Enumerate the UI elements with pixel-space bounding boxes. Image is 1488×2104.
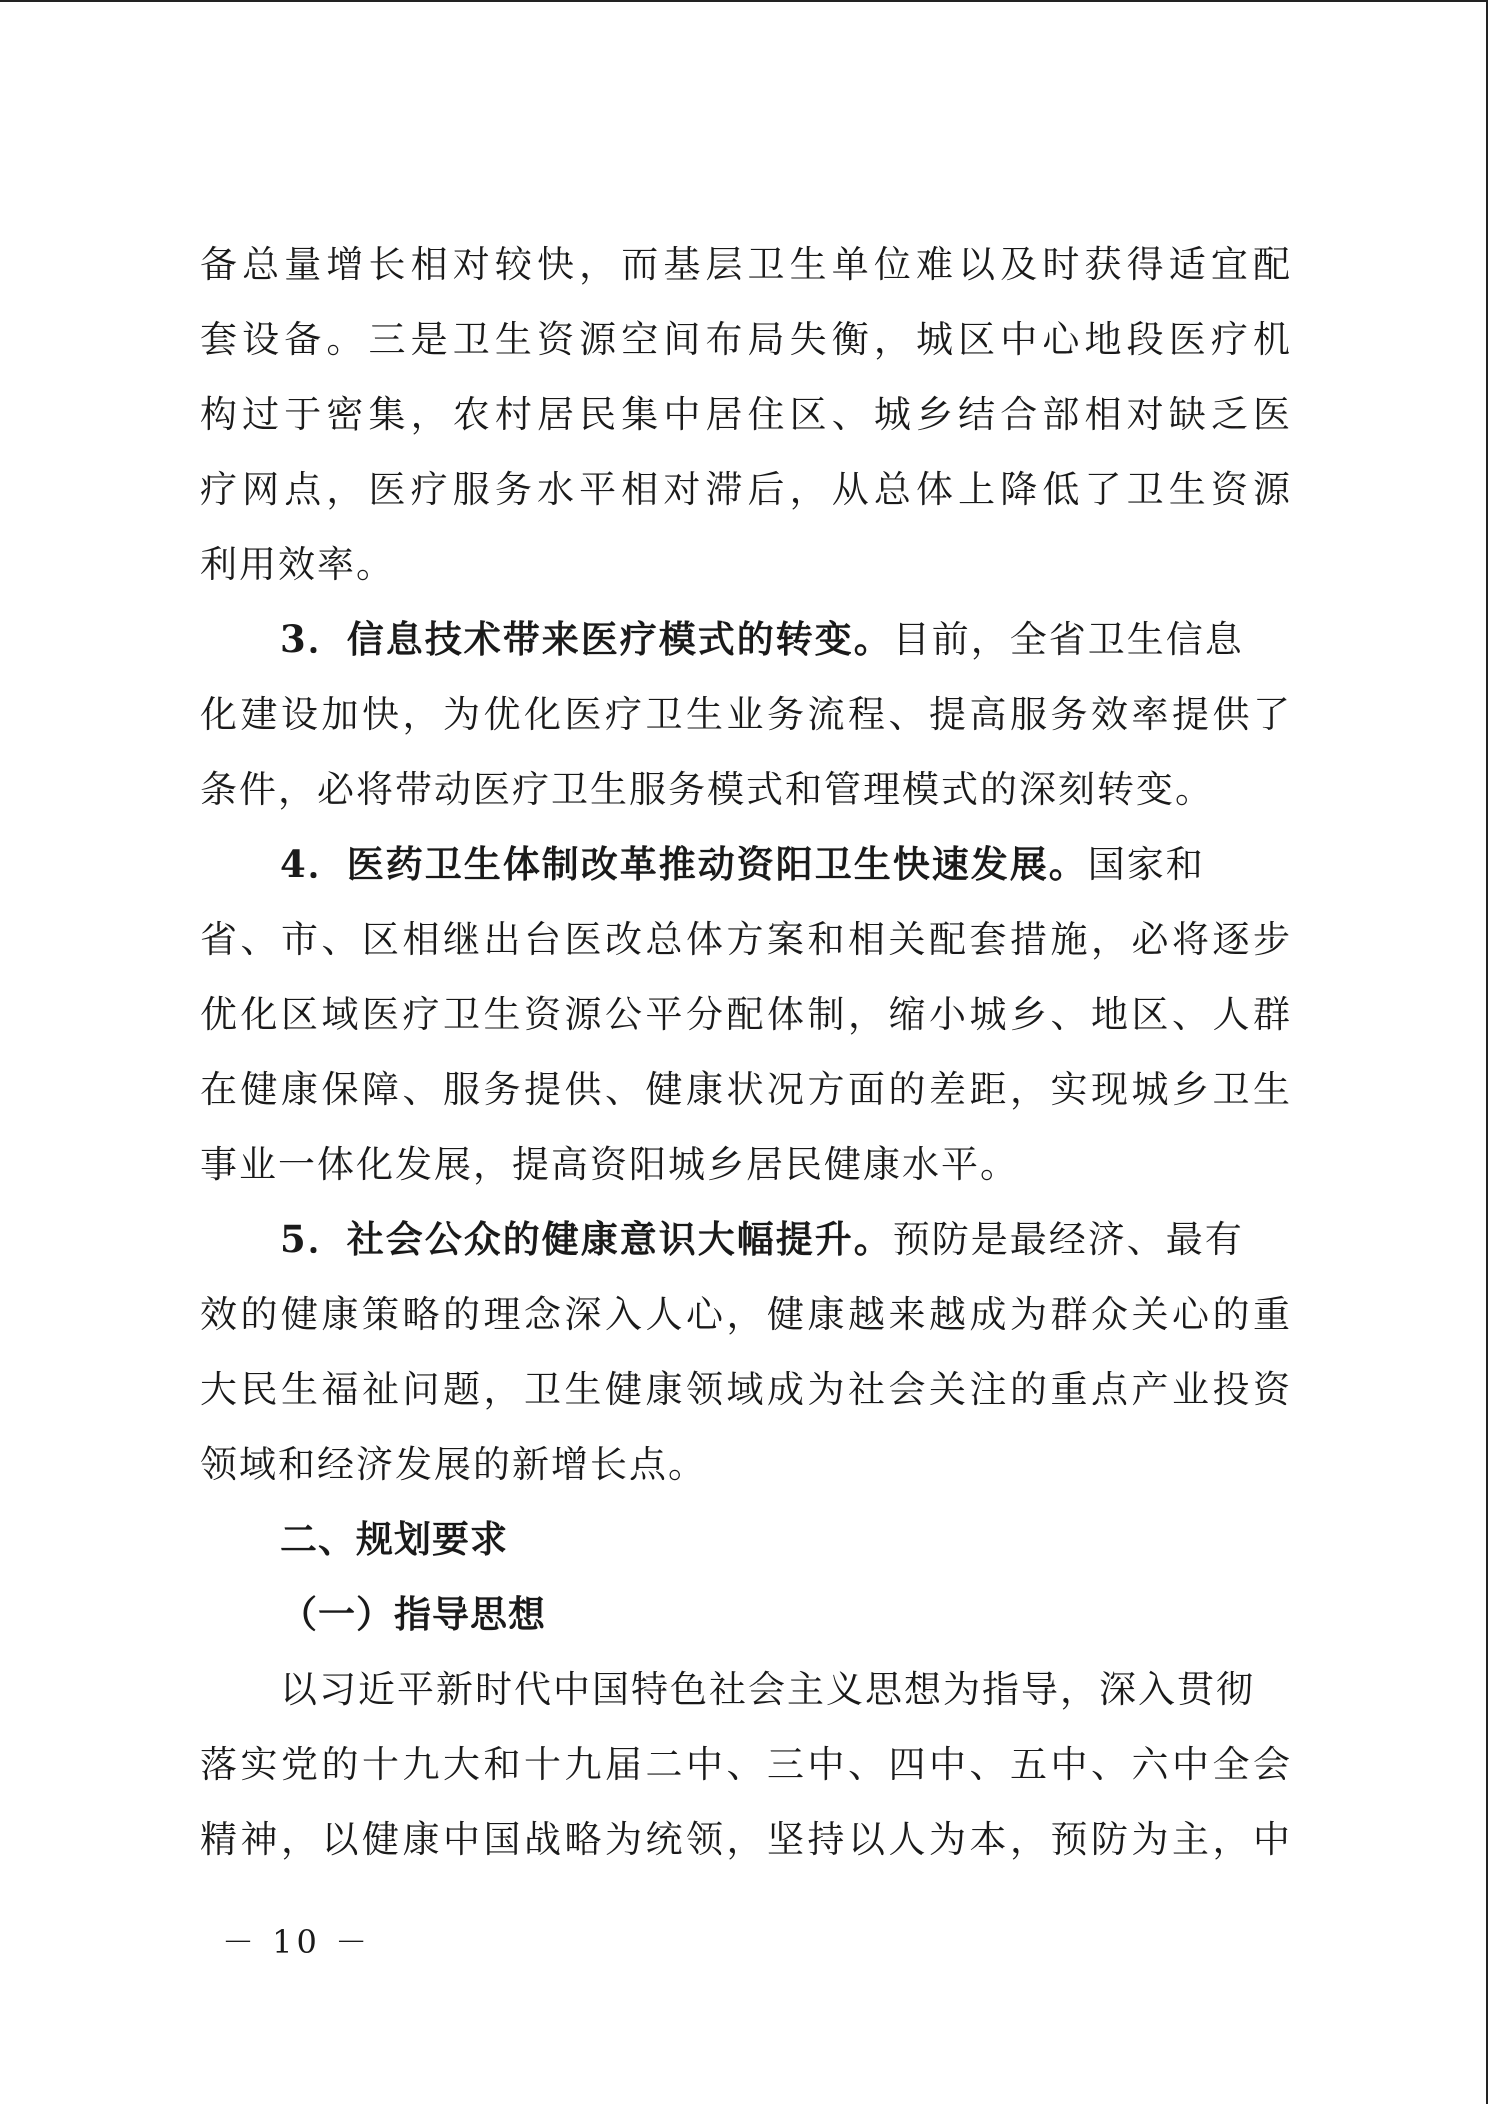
item-5-text: 预防是最经济、最有	[892, 1218, 1244, 1261]
paragraph-line: 落实党的十九大和十九届二中、三中、四中、五中、六中全会	[200, 1743, 1290, 1786]
page-number: － 10 －	[222, 1923, 372, 1961]
paragraph-line: 利用效率。	[200, 543, 395, 586]
item-3-title: 3．信息技术带来医疗模式的转变。	[280, 617, 893, 661]
paragraph-line: 化建设加快，为优化医疗卫生业务流程、提高服务效率提供了	[200, 693, 1290, 736]
paragraph-line: 省、市、区相继出台医改总体方案和相关配套措施，必将逐步	[200, 918, 1290, 961]
paragraph-line: 构过于密集，农村居民集中居住区、城乡结合部相对缺乏医	[200, 393, 1290, 436]
paragraph-line: 领域和经济发展的新增长点。	[200, 1443, 707, 1486]
item-3-text: 目前，全省卫生信息	[892, 618, 1244, 661]
item-4-text: 国家和	[1087, 843, 1205, 886]
paragraph-line: 疗网点，医疗服务水平相对滞后，从总体上降低了卫生资源	[200, 468, 1290, 511]
paragraph-line: 备总量增长相对较快，而基层卫生单位难以及时获得适宜配	[200, 243, 1290, 286]
paragraph-line: 效的健康策略的理念深入人心，健康越来越成为群众关心的重	[200, 1293, 1290, 1336]
paragraph-line: 在健康保障、服务提供、健康状况方面的差距，实现城乡卫生	[200, 1068, 1290, 1111]
paragraph-line: 大民生福祉问题，卫生健康领域成为社会关注的重点产业投资	[200, 1368, 1290, 1411]
document-body	[200, 227, 1290, 1877]
item-4-title: 4．医药卫生体制改革推动资阳卫生快速发展。	[280, 842, 1088, 886]
section-heading: 二、规划要求	[280, 1518, 508, 1561]
guiding-first-line: 以习近平新时代中国特色社会主义思想为指导，深入贯彻	[280, 1668, 1255, 1711]
subsection-heading: （一）指导思想	[280, 1592, 546, 1636]
item-5-title: 5．社会公众的健康意识大幅提升。	[280, 1217, 893, 1261]
paragraph-line: 条件，必将带动医疗卫生服务模式和管理模式的深刻转变。	[200, 768, 1214, 811]
item-5-first-line	[200, 1202, 1290, 1277]
paragraph-line: 精神，以健康中国战略为统领，坚持以人为本，预防为主，中	[200, 1818, 1290, 1861]
paragraph-line: 套设备。三是卫生资源空间布局失衡，城区中心地段医疗机	[200, 318, 1290, 361]
paragraph-line: 事业一体化发展，提高资阳城乡居民健康水平。	[200, 1143, 1019, 1186]
item-3-first-line	[200, 602, 1290, 677]
paragraph-line: 优化区域医疗卫生资源公平分配体制，缩小城乡、地区、人群	[200, 993, 1290, 1036]
item-4-first-line	[200, 827, 1290, 902]
